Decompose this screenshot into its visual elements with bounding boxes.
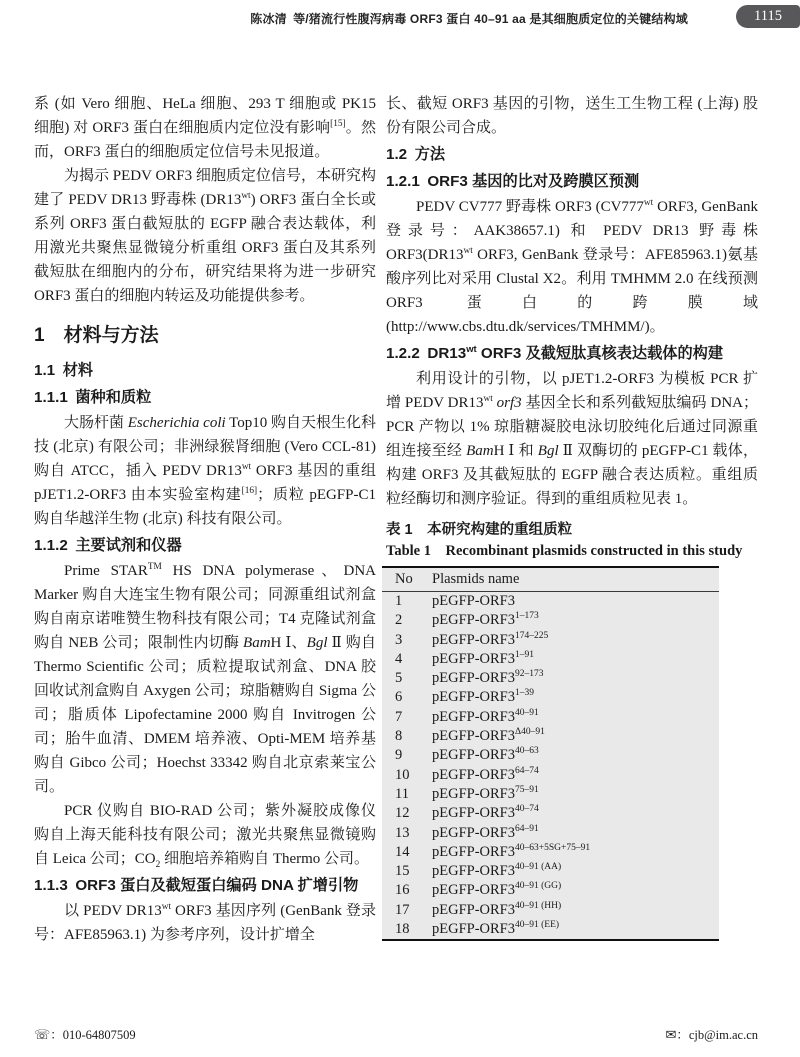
table-row bbox=[382, 785, 719, 804]
table-row bbox=[382, 881, 719, 900]
table-row bbox=[382, 862, 719, 881]
subsubsection-heading-reagents-instruments: 1.1.2 主要试剂和仪器 bbox=[34, 537, 182, 554]
left-column bbox=[34, 92, 376, 947]
cell-row-number: 11 bbox=[395, 785, 409, 802]
table-row bbox=[382, 708, 719, 727]
envelope-icon: ✉ bbox=[665, 1027, 677, 1042]
paragraph-alignment-prediction: PEDV CV777 野毒株 ORF3 ($CV777^{wt}$ ORF3, GenBank 登录号：AAK38657.1) 和 PEDV DR13 野毒株 $ORF3(DR13^{wt}$ ORF3, GenBank 登录号：AFE85963.1)氨基酸序列比对采用 Clustal X2。利用 TMHMM 2.0 在线预测 ORF3 蛋白的跨膜域 (http://www.cbs.dtu.dk/services/TMHMM/)。 bbox=[386, 198, 758, 335]
cell-plasmid-name: pEGFP-ORF3$^{1-39}$ bbox=[432, 688, 534, 706]
paragraph-study-aim: 为揭示 PEDV ORF3 细胞质定位信号，本研究构建了 PEDV DR13 野毒株 $(DR13^{wt})$ ORF3 蛋白全长或系列 ORF3 蛋白截短肽的 EGFP 融合表达载体，利用激光共聚焦显微镜分析重组 ORF3 蛋白及其系列截短肽在细胞内的分布，研究结果将为进一步研究 ORF3 蛋白的细胞内转运及功能提供参考。 bbox=[34, 168, 376, 304]
footer-phone bbox=[34, 1026, 136, 1044]
cell-row-number: 7 bbox=[395, 708, 403, 725]
table-body bbox=[382, 592, 719, 941]
cell-row-number: 12 bbox=[395, 805, 410, 822]
cell-plasmid-name: pEGFP-ORF3$^{40-91}$ bbox=[432, 707, 539, 725]
footer-phone-number: ：010-64807509 bbox=[50, 1028, 136, 1042]
subsubsection-heading-primers: 1.1.3 ORF3 蛋白及截短蛋白编码 DNA 扩增引物 bbox=[34, 877, 359, 894]
cell-plasmid-name: pEGFP-$ORF3^{40-63+5SG+75-91}$ bbox=[432, 843, 591, 860]
cell-row-number: 3 bbox=[395, 631, 403, 648]
subsubsection-heading-alignment-prediction: 1.2.1 ORF3 基因的比对及跨膜区预测 bbox=[386, 173, 640, 190]
cell-row-number: 8 bbox=[395, 728, 403, 745]
cell-row-number: 18 bbox=[395, 921, 410, 938]
cell-plasmid-name: pEGFP-ORF3$^{40-74}$ bbox=[432, 804, 539, 822]
cell-row-number: 2 bbox=[395, 612, 403, 629]
table-caption-cn: 表 1 本研究构建的重组质粒 bbox=[386, 522, 573, 538]
cell-row-number: 9 bbox=[395, 747, 403, 764]
cell-plasmid-name: pEGFP-$ORF3^{40-91 (EE)}$ bbox=[432, 920, 560, 938]
cell-plasmid-name: pEGFP-ORF3$^{92-173}$ bbox=[432, 669, 544, 687]
cell-plasmid-name: pEGFP-ORF3$^{64-74}$ bbox=[432, 765, 539, 783]
cell-row-number: 14 bbox=[395, 843, 410, 860]
cell-plasmid-name: pEGFP-$ORF3^{\Delta 40-91}$ bbox=[432, 727, 545, 745]
subsubsection-heading-strains-and-plasmids: 1.1.1 菌种和质粒 bbox=[34, 389, 152, 406]
subsection-heading-methods: 1.2 方法 bbox=[386, 146, 446, 163]
phone-icon: ☏ bbox=[34, 1027, 51, 1042]
table-row bbox=[382, 592, 719, 612]
cell-row-number: 17 bbox=[395, 901, 410, 918]
right-column bbox=[386, 92, 758, 941]
column-header-no: No bbox=[382, 567, 432, 592]
table-recombinant-plasmids bbox=[382, 566, 719, 941]
paragraph-vector-construction: 利用设计的引物，以 pJET1.2-ORF3 为模板 PCR 扩增 PEDV $DR13^{wt}$ orf3 基因全长和系列截短肽编码 DNA；PCR 产物以 1% 琼脂糖凝胶电泳切胶纯化后通过同源重组连接至经 BamH Ⅰ 和 Bgl Ⅱ 双酶切的 pEGFP-C1 载体，构建 ORF3 及其截短肽的 EGFP 融合表达质粒。重组质粒经酶切和测序验证。得到的重组质粒见表 1。 bbox=[386, 371, 758, 507]
cell-row-number: 13 bbox=[395, 824, 410, 841]
cell-row-number: 1 bbox=[395, 593, 403, 609]
footer-email-address: ：cjb@im.ac.cn bbox=[676, 1028, 758, 1042]
table-row bbox=[382, 631, 719, 650]
cell-plasmid-name: pEGFP-ORF3$^{75-91}$ bbox=[432, 785, 539, 802]
page-footer bbox=[34, 1026, 758, 1044]
table-row bbox=[382, 727, 719, 746]
cell-plasmid-name: pEGFP-ORF3$^{40-63}$ bbox=[432, 746, 539, 764]
page-number-badge: 1115 bbox=[736, 5, 800, 28]
table-row bbox=[382, 804, 719, 823]
cell-plasmid-name: pEGFP-$ORF3^{40-91 (HH)}$ bbox=[432, 900, 562, 918]
cell-plasmid-name: pEGFP-ORF3$^{64-91}$ bbox=[432, 823, 539, 841]
cell-plasmid-name: pEGFP-ORF3$^{1-91}$ bbox=[432, 650, 534, 667]
table-row bbox=[382, 843, 719, 862]
paragraph-primers-continuation: 长、截短 ORF3 基因的引物，送生工生物工程 (上海) 股份有限公司合成。 bbox=[386, 96, 758, 136]
table-row bbox=[382, 766, 719, 785]
cell-row-number: 10 bbox=[395, 766, 410, 783]
table-row bbox=[382, 611, 719, 630]
cell-row-number: 6 bbox=[395, 689, 403, 706]
cell-row-number: 5 bbox=[395, 670, 403, 687]
table-row bbox=[382, 901, 719, 920]
subsubsection-heading-vector-construction: 1.2.2 $DR13^{wt}$ ORF3 及截短肽真核表达载体的构建 bbox=[386, 342, 724, 362]
table-row bbox=[382, 669, 719, 688]
paragraph-instruments: PCR 仪购自 BIO-RAD 公司；紫外凝胶成像仪购自上海天能科技有限公司；激光共聚焦显微镜购自 Leica 公司；$CO_2$ 细胞培养箱购自 Thermo 公司。 bbox=[34, 803, 376, 870]
paragraph-intro-continuation: 系 (如 Vero 细胞、HeLa 细胞、293 T 细胞或 PK15 细胞) 对 ORF3 蛋白在细胞质内定位没有影响[15]。然而，ORF3 蛋白的细胞质定位信号未见报道。 bbox=[34, 96, 376, 160]
cell-plasmid-name: pEGFP-$ORF3^{40-91 (GG)}$ bbox=[432, 881, 562, 899]
table-row bbox=[382, 650, 719, 669]
cell-row-number: 15 bbox=[395, 863, 410, 880]
table-row bbox=[382, 688, 719, 707]
table-caption-en: Table 1 Recombinant plasmids constructed in this study bbox=[386, 543, 743, 559]
cell-plasmid-name: pEGFP-$ORF3^{40-91 (AA)}$ bbox=[432, 862, 562, 880]
cell-row-number: 4 bbox=[395, 650, 403, 667]
subsection-heading-materials: 1.1 材料 bbox=[34, 362, 94, 379]
column-header-plasmids-name: Plasmids name bbox=[432, 567, 719, 592]
cell-plasmid-name: pEGFP-ORF3$^{1-173}$ bbox=[432, 611, 539, 629]
footer-email bbox=[665, 1026, 758, 1044]
paragraph-primers: 以 PEDV $DR13^{wt}$ ORF3 基因序列 (GenBank 登录号：AFE85963.1) 为参考序列，设计扩增全 bbox=[34, 902, 376, 943]
table-row bbox=[382, 824, 719, 843]
table-row bbox=[382, 920, 719, 940]
section-heading-materials-and-methods: 1 材料与方法 bbox=[34, 325, 159, 346]
paragraph-reagents: Prime STAR™ HS DNA polymerase、DNA Marker 购自大连宝生物有限公司；同源重组试剂盒购自南京诺唯赞生物科技有限公司；T4 克隆试剂盒购自 NEB 公司；限制性内切酶 BamH Ⅰ、Bgl Ⅱ 购自 Thermo Scientific 公司；质粒提取试剂盒、DNA 胶回收试剂盒购自 Axygen 公司；琼脂糖购自 Sigma 公司；脂质体 Lipofectamine 2000 购自 Invitrogen 公司；胎牛血清、DMEM 培养液、Opti-MEM 培养基购自 Gibco 公司；Hoechst 33342 购自北京索莱宝公司。 bbox=[34, 562, 376, 795]
cell-plasmid-name: pEGFP-ORF3 bbox=[432, 593, 515, 609]
cell-row-number: 16 bbox=[395, 882, 410, 899]
table-header bbox=[382, 567, 719, 592]
paragraph-strains-plasmids: 大肠杆菌 Escherichia coli Top10 购自天根生化科技 (北京) 有限公司；非洲绿猴肾细胞 (Vero CCL-81) 购自 ATCC，插入 PEDV $DR13^{wt}$ ORF3 基因的重组 pJET1.2-ORF3 由本实验室构建[16]；质粒 pEGFP-C1 购自华越洋生物 (北京) 科技有限公司。 bbox=[34, 415, 377, 527]
running-title: 陈冰清 等/猪流行性腹泻病毒 ORF3 蛋白 40–91 aa 是其细胞质定位的关键结构域 bbox=[250, 12, 688, 26]
cell-plasmid-name: pEGFP-ORF3$^{174-225}$ bbox=[432, 630, 549, 648]
table-row bbox=[382, 746, 719, 765]
